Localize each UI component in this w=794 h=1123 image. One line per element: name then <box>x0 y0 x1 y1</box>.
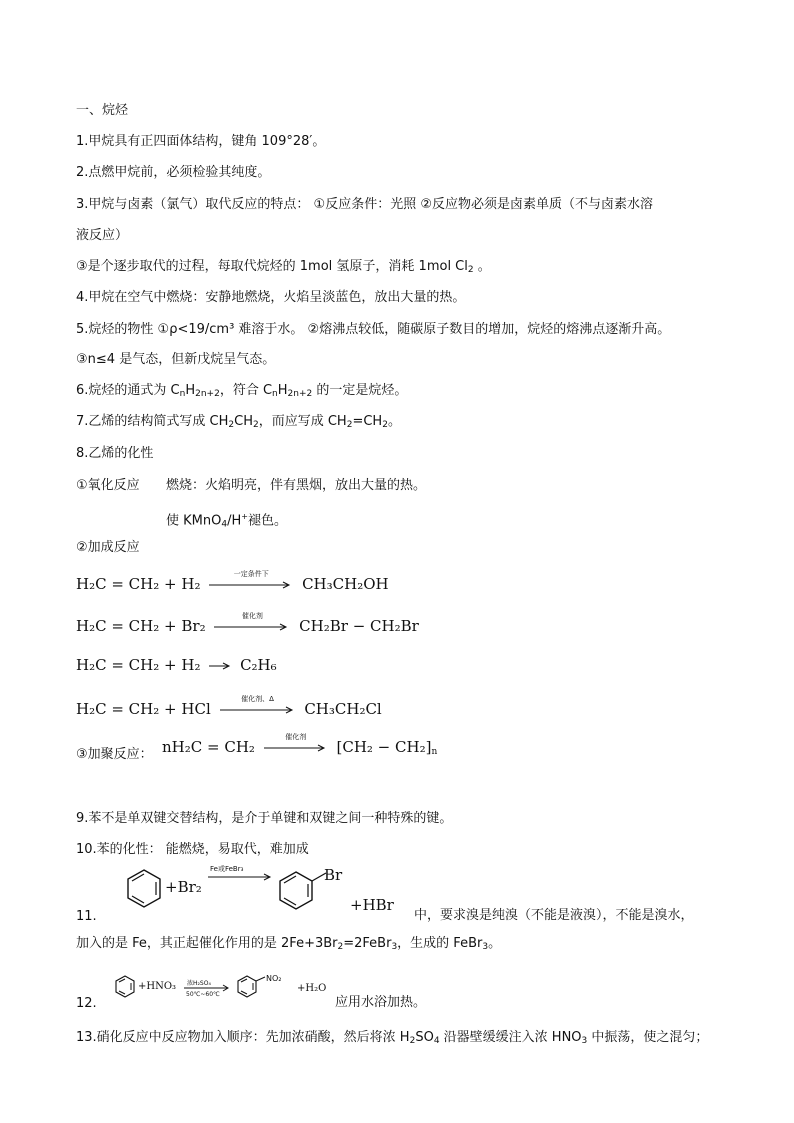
item-11-cont: 加入的是 Fe，其正起催化作用的是 $2Fe+3Br_2=2FeBr_3$，生成的 FeBr$_3$。 <box>76 936 502 952</box>
addition-label: ②加成反应 <box>76 540 140 555</box>
benzene-ring-icon <box>113 974 137 1000</box>
item-2: 2.点燃甲烷前，必须检验其纯度。 <box>76 165 271 180</box>
reaction-arrow <box>182 984 232 992</box>
section-heading: 一、烷烃 <box>76 103 129 118</box>
item-12-number: 12. <box>76 996 97 1011</box>
reaction-arrow: 一定条件下 <box>209 581 293 589</box>
reaction-arrow <box>206 873 274 881</box>
item-3-cont: 液反应） <box>76 228 129 243</box>
equation-1: H₂C = CH₂ + H₂ 一定条件下 CH₃CH₂OH <box>76 570 389 593</box>
water-product: +H₂O <box>297 983 327 994</box>
equation-2: H₂C = CH₂ + Br₂ 催化剂 CH₂Br − CH₂Br <box>76 612 419 635</box>
equation-3: H₂C = CH₂ + H₂ C₂H₆ <box>76 656 277 674</box>
hno3-reactant: +HNO₃ <box>138 981 177 992</box>
polymerization-equation: nH₂C = CH₂ 催化剂 $[CH_2 - CH_2]_n$ <box>162 733 438 757</box>
reaction-arrow: 催化剂 <box>214 623 290 631</box>
polymerization-label: ③加聚反应： <box>76 747 153 762</box>
reaction-arrow: 催化剂、Δ <box>220 706 296 714</box>
item-3-point3: ③是个逐步取代的过程，每取代烷烃的 1mol 氢原子，消耗 1mol $Cl_2$ 。 <box>76 259 491 275</box>
item-11-text: 中，要求溴是纯溴（不能是液溴），不能是溴水， <box>414 908 694 923</box>
hbr-product: +HBr <box>350 896 394 914</box>
item-7: 7.乙烯的结构简式写成 $CH_2CH_2$，而应写成 $CH_2=CH_2$。 <box>76 414 401 430</box>
nitration-catalyst: 浓H₂SO₄ <box>187 980 211 987</box>
item-12-text: 应用水浴加热。 <box>335 995 427 1010</box>
item-13: 13.硝化反应中反应物加入顺序：先加浓硝酸，然后将浓 $H_2SO_4$ 沿器壁缓缓注入浓 $HNO_3$ 中振荡，使之混匀； <box>76 1030 709 1046</box>
item-1: 1.甲烷具有正四面体结构，键角 109°28′。 <box>76 134 326 149</box>
nitration-temperature: 50℃~60℃ <box>186 991 220 998</box>
reaction-arrow: 催化剂 <box>264 744 328 752</box>
item-5: 5.烷烃的物性 ①ρ<19/cm³ 难溶于水。 ②熔沸点较低，随碳原子数目的增加，烷烃的熔沸点逐渐升高。 <box>76 322 671 337</box>
item-10: 10.苯的化性： 能燃烧，易取代，难加成 <box>76 842 309 857</box>
catalyst-label: Fe或FeBr₃ <box>210 865 244 873</box>
kmno4-text: 使 KMnO$_4$/H+褪色。 <box>166 512 287 530</box>
combustion-text: 燃烧：火焰明亮，伴有黑烟，放出大量的热。 <box>166 478 427 493</box>
item-8: 8.乙烯的化性 <box>76 446 154 461</box>
bromine-reactant: +Br₂ <box>165 878 202 896</box>
item-9: 9.苯不是单双键交替结构，是介于单键和双键之间一种特殊的键。 <box>76 811 453 826</box>
equation-4: H₂C = CH₂ + HCl 催化剂、Δ CH₃CH₂Cl <box>76 695 382 718</box>
oxidation-label: ①氧化反应 <box>76 478 140 493</box>
item-4: 4.甲烷在空气中燃烧：安静地燃烧，火焰呈淡蓝色，放出大量的热。 <box>76 290 466 305</box>
item-3: 3.甲烷与卤素（氯气）取代反应的特点： ①反应条件：光照 ②反应物必须是卤素单质（不与卤素水溶 <box>76 197 653 212</box>
item-6: 6.烷烃的通式为 $C_nH_{2n+2}$，符合 $C_nH_{2n+2}$ 的一定是烷烃。 <box>76 383 408 399</box>
benzene-ring-icon <box>124 867 164 911</box>
bromo-substituent: Br <box>324 866 343 884</box>
item-5-cont: ③n≤4 是气态，但新戊烷呈气态。 <box>76 352 276 367</box>
item-11-number: 11. <box>76 909 97 924</box>
reaction-arrow <box>209 662 231 670</box>
nitro-group: NO₂ <box>266 974 282 983</box>
